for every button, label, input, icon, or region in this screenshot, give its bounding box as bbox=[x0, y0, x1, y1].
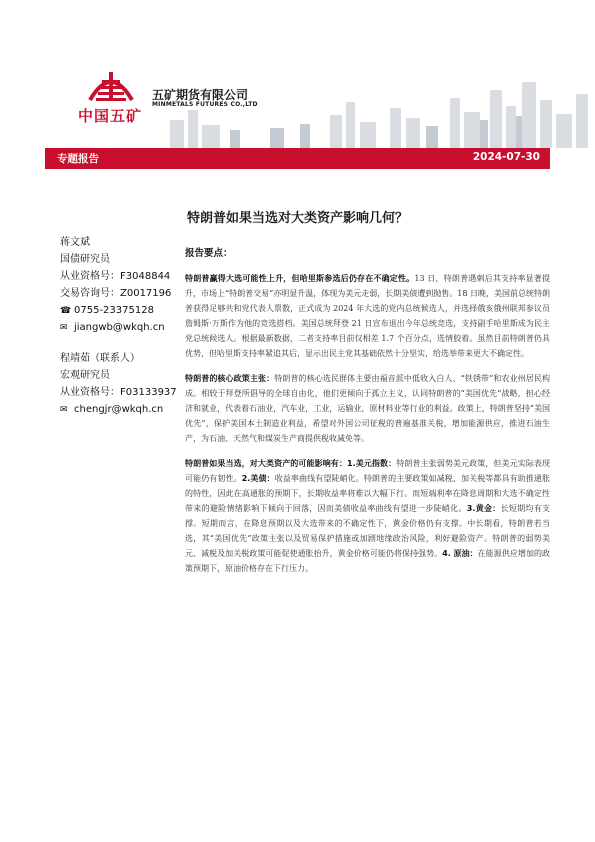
company-name-cn: 五矿期货有限公司 bbox=[152, 88, 249, 102]
asset-label-oil: 4. 原油： bbox=[442, 549, 478, 558]
email-icon: ✉ bbox=[60, 405, 68, 415]
author-phone-row bbox=[60, 302, 182, 319]
author-qualification: 从业资格号：F3048844 bbox=[60, 271, 171, 282]
email-icon: ✉ bbox=[60, 323, 68, 333]
author-card bbox=[60, 234, 182, 336]
author-role: 宏观研究员 bbox=[60, 370, 110, 381]
author-qualification: 从业资格号：F03133937 bbox=[60, 387, 177, 398]
report-summary bbox=[185, 246, 550, 586]
report-title: 特朗普如果当选对大类资产影响几何？ bbox=[186, 211, 408, 226]
summary-paragraph-assets bbox=[185, 456, 550, 576]
brand-name-cn: 中国五矿 bbox=[78, 107, 143, 125]
author-name: 蒋文斌 bbox=[60, 237, 90, 248]
company-name-en: MINMETALS FUTURES CO.,LTD bbox=[152, 101, 258, 108]
paragraph-body: 13 日，特朗普遇刺后其支持率显著提升，市场上“特朗普交易”亦明显升温，体现为美元走弱，长期美债遭到抛售。18 日晚，美国前总统特朗普获得足够共和党代表人票数，正式成为 2024 年大选的党内总统候选人，并选择俄亥俄州联邦参议员詹姆斯·万斯作为他的竞选搭档。美国总统拜登 21 日宣布退出今年总统竞选，支持副手哈里斯成为民主党总统候选人。根据最新数据，二者支持率目前仅相差 1.7 个百分点，选情胶着。虽然目前特朗普仍具优势，但哈里斯支持率紧追其后，显示出民主党其基础依然十分坚实，给选举带来更大不确定性。 bbox=[185, 274, 550, 358]
paragraph-lead: 特朗普如果当选，对大类资产的可能影响有： bbox=[185, 459, 347, 468]
summary-paragraph-election bbox=[185, 271, 550, 361]
asset-body-gold: 长短期均有支撑。短期而言，在降息预期以及大选带来的不确定性下，黄金价格仍有支撑。中长期看，特朗普若当选，其“美国优先”政策主张以及贸易保护措施或加剧地缘政治风险，利好避险资产。特朗普的弱势美元、减税及加关税政策可能促使通胀抬升，黄金价格可能仍将保持强势。 bbox=[185, 504, 551, 558]
author-sidebar bbox=[60, 234, 182, 418]
report-header bbox=[0, 0, 595, 148]
asset-body-treasury: 收益率曲线有望陡峭化。特朗普的主要政策如减税、加关税等都具有助推通胀的特性，因此在高通胀的预期下，长期收益率将难以大幅下行。而短端利率在降息周期和大选不确定性带来的避险情绪影响下倾向于回落，因而美债收益率曲线有望进一步陡峭化。 bbox=[185, 474, 551, 513]
phone-icon: ☎ bbox=[60, 306, 72, 316]
report-date: 2024-07-30 bbox=[472, 151, 540, 163]
author-consult-number: 交易咨询号：Z0017196 bbox=[60, 288, 172, 299]
minmetals-logo-icon bbox=[88, 62, 134, 102]
author-name: 程靖茹（联系人） bbox=[60, 353, 140, 364]
author-card bbox=[60, 350, 182, 418]
asset-label-treasury: 2.美债： bbox=[241, 474, 275, 483]
asset-label-gold: 3.黄金： bbox=[466, 504, 501, 513]
asset-label-usd: 1.美元指数： bbox=[347, 459, 397, 468]
author-email[interactable]: jiangwb@wkqh.cn bbox=[74, 322, 165, 333]
author-email-row bbox=[60, 401, 182, 418]
report-type-label: 专题报告 bbox=[57, 153, 99, 165]
author-phone: 0755-23375128 bbox=[74, 305, 154, 316]
author-role: 国债研究员 bbox=[60, 254, 110, 265]
author-email-row bbox=[60, 319, 182, 336]
asset-body-usd: 特朗普主张弱势美元政策，但美元实际表现可能仍有韧性。 bbox=[185, 459, 551, 483]
author-email[interactable]: chengjr@wkqh.cn bbox=[74, 404, 164, 415]
asset-body-oil: 在能源供应增加的政策预期下，原油价格存在下行压力。 bbox=[185, 549, 551, 573]
summary-paragraph-policy bbox=[185, 371, 550, 446]
report-type-band bbox=[45, 148, 550, 169]
summary-heading: 报告要点： bbox=[185, 248, 233, 259]
paragraph-body: 特朗普的核心选民群体主要由福音派中低收入白人、“铁锈带”和农业州居民构成。相较于拜登所倡导的全球自由化，他们更倾向于孤立主义，认同特朗普的“美国优先”战略，担心经济和就业，代表着石油业，汽车业，工业，运输业，原材料业等行业的利益。政策上，特朗普坚持“美国优先”，保护美国本土制造业利益，希望对外国公司征税的普遍基准关税，增加能源供应，推进石油生产，为石油、天然气和煤炭生产商提供税收减免等。 bbox=[185, 374, 550, 443]
paragraph-lead: 特朗普赢得大选可能性上升，但哈里斯参选后仍存在不确定性。 bbox=[185, 274, 415, 283]
paragraph-lead: 特朗普的核心政策主张： bbox=[185, 374, 275, 383]
